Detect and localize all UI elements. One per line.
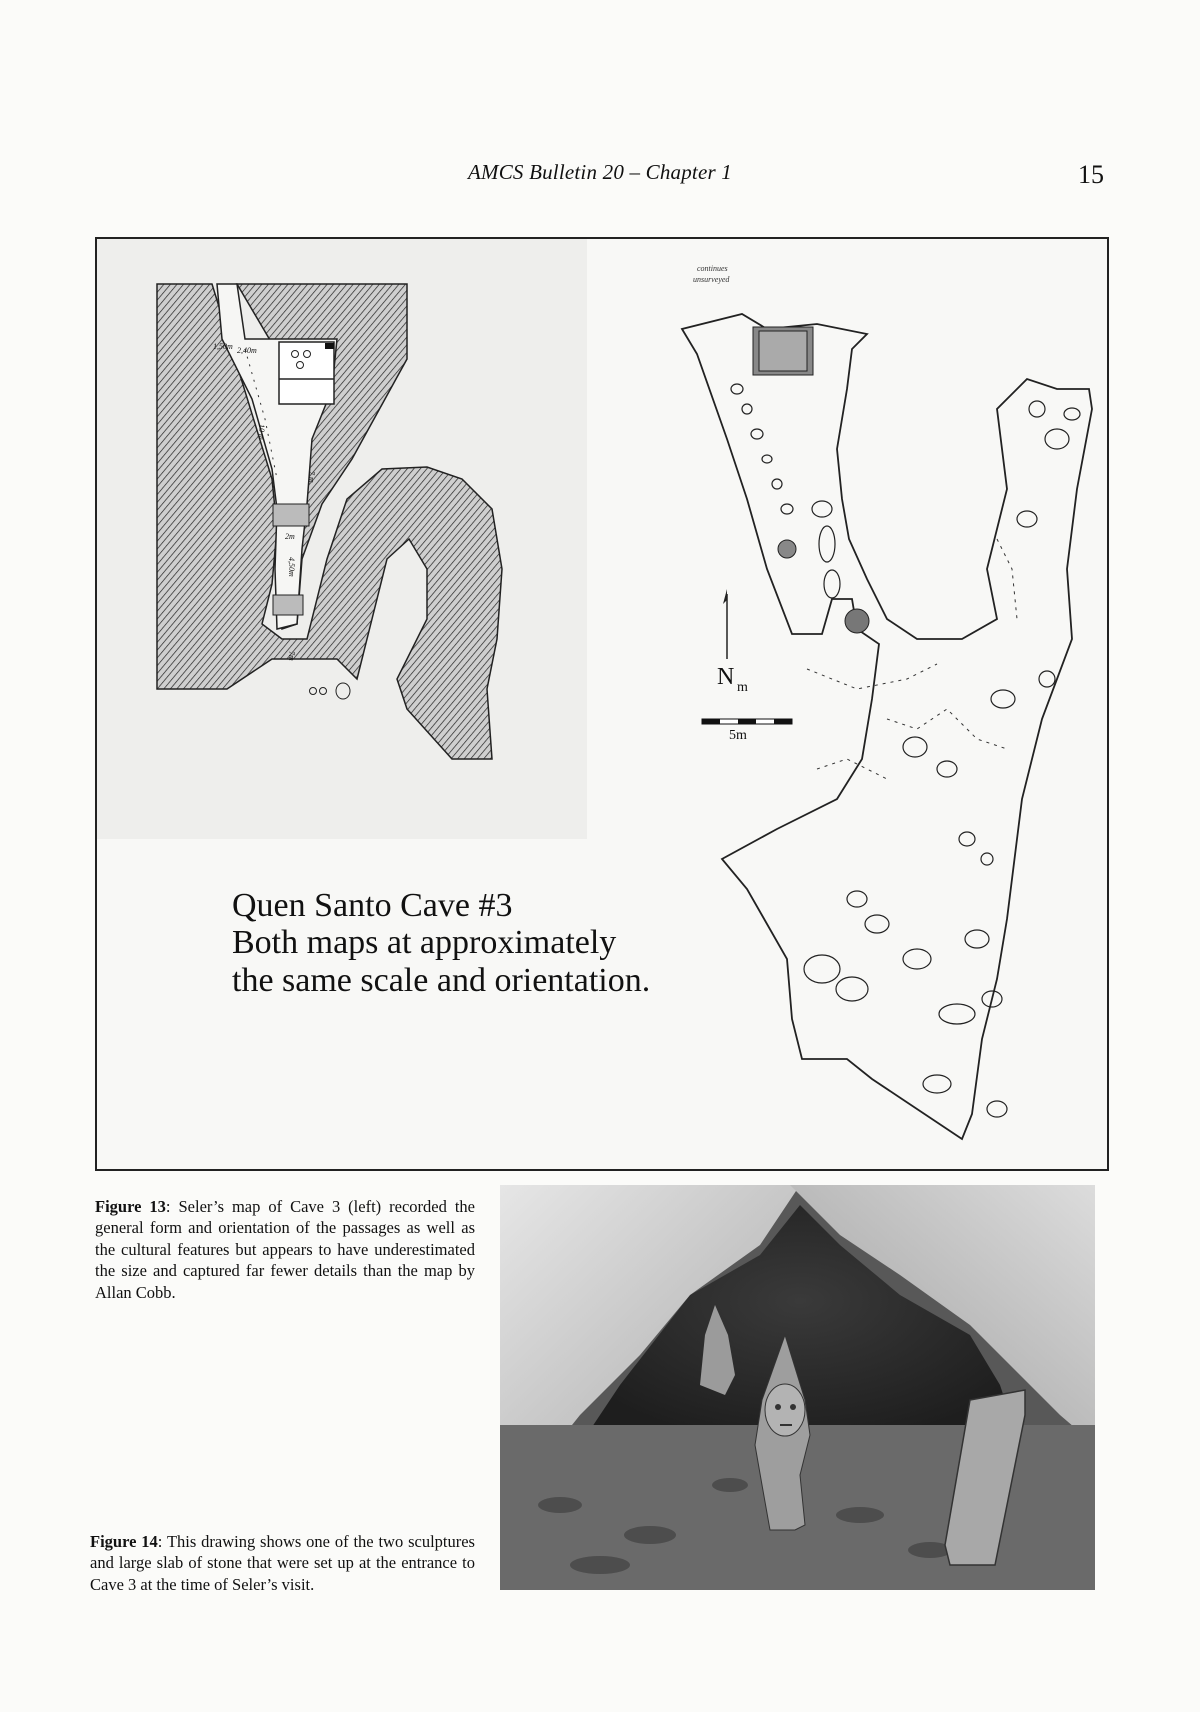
scale-bar — [702, 719, 792, 724]
page-header-title: AMCS Bulletin 20 – Chapter 1 — [468, 160, 732, 184]
overlay-title-line-3: the same scale and orientation. — [232, 961, 651, 999]
overlay-title-line-2: Both maps at approximately — [232, 924, 617, 962]
figure-13-overlay-title — [232, 887, 650, 999]
north-label-sub: m — [737, 680, 748, 695]
figure-14-caption-label: Figure 14 — [90, 1532, 158, 1551]
north-arrow — [723, 589, 727, 659]
page-number: 15 — [1078, 160, 1104, 189]
seler-label-width-3: 2m — [285, 532, 295, 541]
seler-cave-map — [97, 239, 587, 839]
seler-label-depth-4: 7m — [287, 651, 296, 661]
figure-14-drawing — [500, 1185, 1095, 1590]
continues-label-2: unsurveyed — [693, 275, 730, 284]
figure-13-caption-label: Figure 13 — [95, 1197, 166, 1216]
seler-label-depth-3: 4,50m — [287, 557, 296, 577]
north-label: N — [717, 664, 735, 690]
cobb-cave-map — [617, 239, 1107, 1169]
seler-label-width-1: 1,50m — [213, 342, 233, 351]
figure-14-caption — [90, 1531, 475, 1595]
figure-13-caption — [95, 1196, 475, 1303]
seler-label-depth-1: 10 m — [257, 424, 266, 440]
figure-13-maps — [95, 237, 1109, 1171]
cobb-passage-outline — [682, 314, 1092, 1139]
seler-label-width-2: 2,40m — [237, 346, 257, 355]
continues-label-1: continues — [697, 264, 728, 273]
figure-14-caption-text: : This drawing shows one of the two sculptures and large slab of stone that were set up at the entrance to Cave 3 at the time of Seler’s visit. — [90, 1532, 475, 1594]
scale-label: 5m — [729, 728, 747, 743]
overlay-title-line-1: Quen Santo Cave #3 — [232, 887, 513, 924]
seler-label-depth-2: 7 m — [307, 471, 316, 483]
figure-13-caption-text: : Seler’s map of Cave 3 (left) recorded the general form and orientation of the passages as well as the cultural features but appears to have underestimated the size and captured far fewer details than the map by Allan Cobb. — [95, 1197, 475, 1302]
